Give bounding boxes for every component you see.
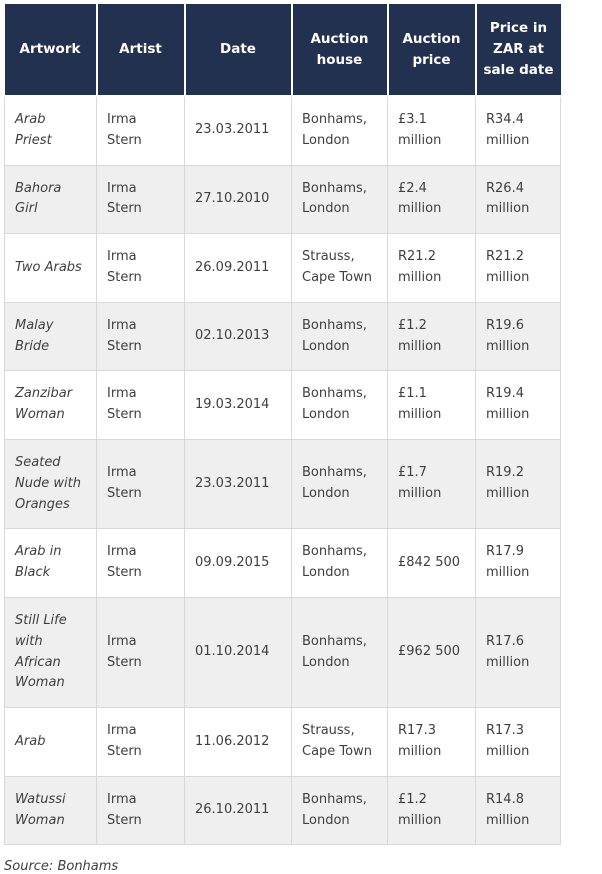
artist-cell: Irma Stern (97, 96, 185, 165)
date-cell: 02.10.2013 (185, 302, 292, 371)
auction-price-cell: £1.1 million (388, 371, 476, 440)
artwork-cell: Arab in Black (5, 529, 97, 598)
auction-house-cell: Bonhams, London (292, 96, 388, 165)
artist-cell: Irma Stern (97, 371, 185, 440)
price-zar-cell: R17.6 million (476, 597, 561, 707)
artwork-cell: Malay Bride (5, 302, 97, 371)
table-row (5, 302, 561, 371)
artist-cell: Irma Stern (97, 234, 185, 303)
date-cell: 09.09.2015 (185, 529, 292, 598)
date-cell: 11.06.2012 (185, 708, 292, 777)
artwork-cell: Two Arabs (5, 234, 97, 303)
table-row (5, 708, 561, 777)
price-zar-cell: R17.3 million (476, 708, 561, 777)
price-zar-cell: R19.6 million (476, 302, 561, 371)
auction-house-cell: Bonhams, London (292, 439, 388, 528)
auction-price-cell: £1.2 million (388, 776, 476, 845)
column-header-auction-house: Auction house (292, 4, 388, 96)
auction-results-table (4, 4, 561, 845)
table-row (5, 776, 561, 845)
price-zar-cell: R14.8 million (476, 776, 561, 845)
price-zar-cell: R17.9 million (476, 529, 561, 598)
date-cell: 26.10.2011 (185, 776, 292, 845)
price-zar-cell: R26.4 million (476, 165, 561, 234)
auction-house-cell: Bonhams, London (292, 371, 388, 440)
date-cell: 26.09.2011 (185, 234, 292, 303)
date-cell: 23.03.2011 (185, 439, 292, 528)
auction-price-cell: £962 500 (388, 597, 476, 707)
column-header-artwork: Artwork (5, 4, 97, 96)
artwork-cell: Zanzibar Woman (5, 371, 97, 440)
price-zar-cell: R19.2 million (476, 439, 561, 528)
table-row (5, 371, 561, 440)
auction-price-cell: £842 500 (388, 529, 476, 598)
auction-house-cell: Strauss, Cape Town (292, 234, 388, 303)
auction-price-cell: £2.4 million (388, 165, 476, 234)
artwork-cell: Bahora Girl (5, 165, 97, 234)
auction-house-cell: Bonhams, London (292, 597, 388, 707)
auction-price-cell: £1.2 million (388, 302, 476, 371)
auction-house-cell: Bonhams, London (292, 302, 388, 371)
artwork-cell: Arab Priest (5, 96, 97, 165)
artwork-cell: Arab (5, 708, 97, 777)
artist-cell: Irma Stern (97, 165, 185, 234)
column-header-date: Date (185, 4, 292, 96)
price-zar-cell: R19.4 million (476, 371, 561, 440)
header-row (5, 4, 561, 96)
table-row (5, 234, 561, 303)
artist-cell: Irma Stern (97, 439, 185, 528)
table-row (5, 439, 561, 528)
column-header-artist: Artist (97, 4, 185, 96)
column-header-auction-price: Auction price (388, 4, 476, 96)
artwork-cell: Watussi Woman (5, 776, 97, 845)
price-zar-cell: R21.2 million (476, 234, 561, 303)
auction-price-cell: R21.2 million (388, 234, 476, 303)
date-cell: 01.10.2014 (185, 597, 292, 707)
date-cell: 23.03.2011 (185, 96, 292, 165)
date-cell: 19.03.2014 (185, 371, 292, 440)
date-cell: 27.10.2010 (185, 165, 292, 234)
auction-house-cell: Bonhams, London (292, 776, 388, 845)
table-row (5, 597, 561, 707)
auction-house-cell: Strauss, Cape Town (292, 708, 388, 777)
artwork-cell: Seated Nude with Oranges (5, 439, 97, 528)
table-row (5, 165, 561, 234)
price-zar-cell: R34.4 million (476, 96, 561, 165)
table-header (5, 4, 561, 96)
auction-price-cell: £1.7 million (388, 439, 476, 528)
artist-cell: Irma Stern (97, 776, 185, 845)
table-row (5, 96, 561, 165)
table-row (5, 529, 561, 598)
auction-house-cell: Bonhams, London (292, 165, 388, 234)
auction-price-cell: R17.3 million (388, 708, 476, 777)
artist-cell: Irma Stern (97, 302, 185, 371)
auction-price-cell: £3.1 million (388, 96, 476, 165)
source-note: Source: Bonhams (4, 859, 119, 874)
column-header-price-zar: Price in ZAR at sale date (476, 4, 561, 96)
artist-cell: Irma Stern (97, 597, 185, 707)
artist-cell: Irma Stern (97, 708, 185, 777)
table-body (5, 96, 561, 845)
auction-house-cell: Bonhams, London (292, 529, 388, 598)
artist-cell: Irma Stern (97, 529, 185, 598)
artwork-cell: Still Life with African Woman (5, 597, 97, 707)
